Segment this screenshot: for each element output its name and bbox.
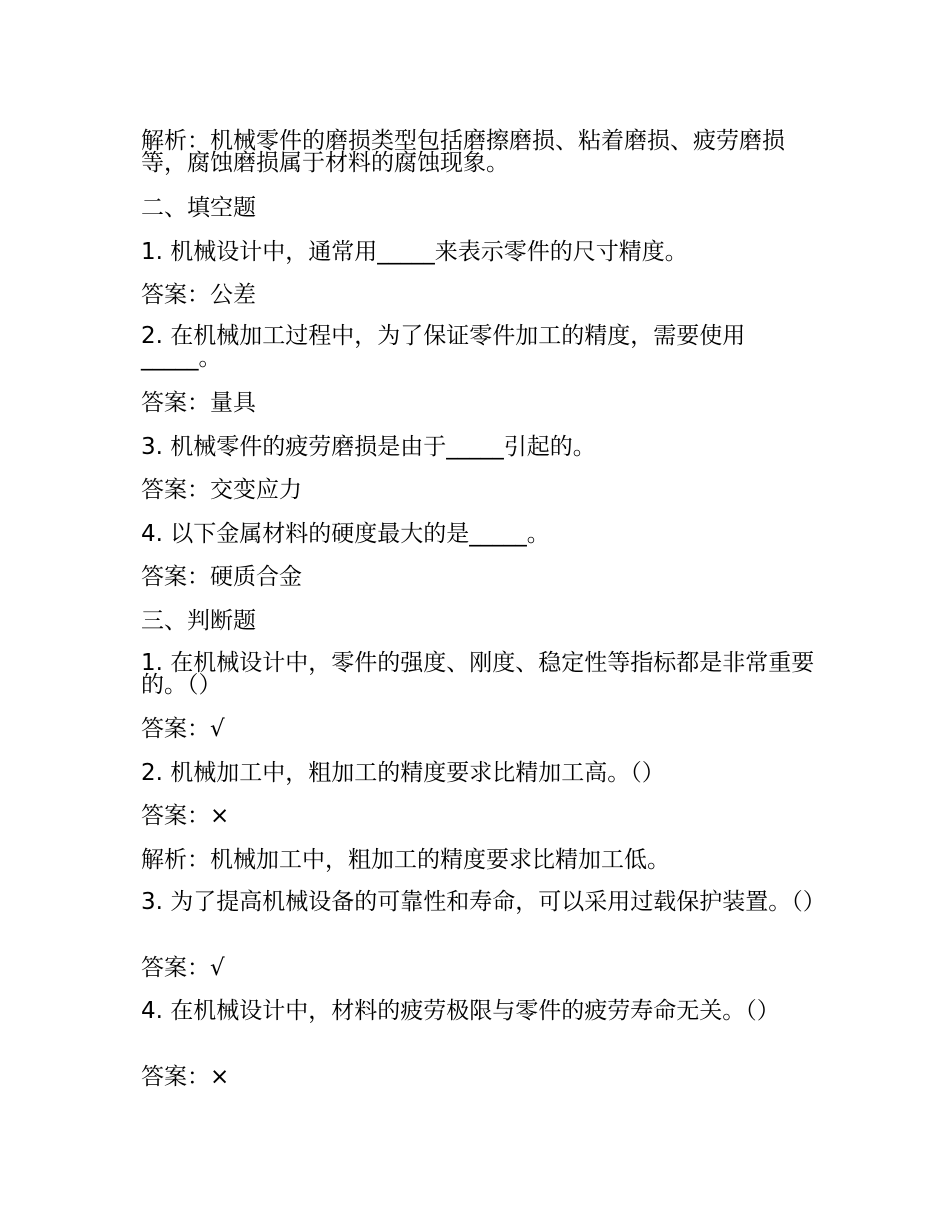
- section-heading-true-false: 三、判断题: [141, 608, 256, 634]
- answer-text: 答案：公差: [141, 282, 256, 308]
- question-text: 1. 在机械设计中，零件的强度、刚度、稳定性等指标都是非常重要的。（）: [141, 650, 815, 698]
- answer-text: 答案：√: [141, 955, 225, 981]
- question-text: 1. 机械设计中，通常用_____来表示零件的尺寸精度。: [141, 239, 688, 265]
- question-text: 4. 以下金属材料的硬度最大的是_____。: [141, 521, 550, 547]
- answer-text: 答案：√: [141, 716, 225, 742]
- answer-text: 答案：×: [141, 803, 230, 829]
- answer-text: 答案：×: [141, 1064, 230, 1090]
- answer-text: 答案：量具: [141, 390, 256, 416]
- section-heading-fill-in: 二、填空题: [141, 195, 256, 221]
- question-text: 4. 在机械设计中，材料的疲劳极限与零件的疲劳寿命无关。（）: [141, 998, 780, 1024]
- question-text: 3. 为了提高机械设备的可靠性和寿命，可以采用过载保护装置。（）: [141, 889, 826, 915]
- answer-text: 答案：硬质合金: [141, 564, 302, 590]
- analysis-text: 解析：机械加工中，粗加工的精度要求比精加工低。: [141, 847, 670, 873]
- question-text: 3. 机械零件的疲劳磨损是由于_____引起的。: [141, 434, 596, 460]
- analysis-paragraph: 解析：机械零件的磨损类型包括磨擦磨损、粘着磨损、疲劳磨损等，腐蚀磨损属于材料的腐蚀现象。: [141, 128, 785, 176]
- answer-text: 答案：交变应力: [141, 477, 302, 503]
- question-text: 2. 在机械加工过程中，为了保证零件加工的精度，需要使用_____。: [141, 323, 746, 371]
- question-text: 2. 机械加工中，粗加工的精度要求比精加工高。（）: [141, 760, 665, 786]
